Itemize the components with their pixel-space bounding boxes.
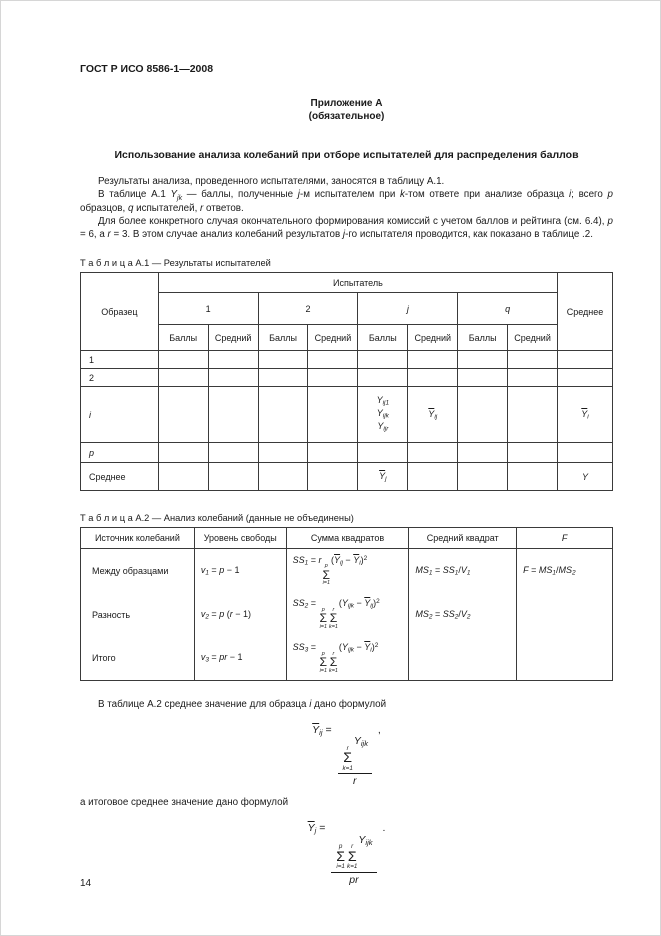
col-header-ss: Сумма квадратов — [286, 528, 409, 549]
empty-cell — [208, 351, 258, 369]
table-row — [81, 443, 613, 463]
source-label: Между образцами — [81, 549, 195, 593]
row-label-2: 2 — [81, 369, 159, 387]
source-label: Итого — [81, 637, 195, 681]
empty-cell — [408, 369, 458, 387]
empty-cell — [358, 443, 408, 463]
empty-cell — [358, 351, 408, 369]
paragraph-text: В таблице А.2 среднее значение для образца — [98, 699, 310, 710]
empty-cell — [517, 593, 613, 637]
paragraph-text: образцов, — [80, 203, 128, 215]
col-header-tester-group: Испытатель — [158, 273, 557, 293]
row-label-p: p — [81, 443, 159, 463]
mean-formula-sample — [80, 724, 613, 787]
subheader-avg: Средний — [208, 325, 258, 351]
empty-cell — [508, 351, 558, 369]
score-value: Yijr — [377, 420, 389, 433]
df-formula: v3 = pr − 1 — [194, 637, 286, 681]
formula: $\overline{Y}ij$ = r Σ k=1 Yijk r , — [312, 723, 381, 788]
var-Y: Y — [170, 189, 178, 201]
empty-cell — [508, 387, 558, 443]
table-results — [80, 272, 613, 491]
paragraph-text: -го испытателя проводится, как показано в таблице .2. — [345, 229, 593, 241]
header-row-1 — [81, 273, 613, 293]
var-p: p — [607, 189, 613, 201]
paragraph-2 — [80, 189, 613, 216]
paragraph-text: Результаты анализа, проведенного испытателями, заносятся в таблицу А.1. — [98, 176, 445, 188]
empty-cell — [517, 637, 613, 681]
table-anova — [80, 527, 613, 681]
f-formula: F = MS1/MS2 — [517, 549, 613, 593]
paragraph-text: = 6, а — [80, 229, 108, 241]
avg-cell-j: $\overline{Y}ij$ — [408, 387, 458, 443]
var-j: j — [342, 229, 346, 241]
empty-cell — [258, 369, 308, 387]
page-number: 14 — [80, 878, 92, 889]
table-row-mean — [81, 463, 613, 491]
paragraph-text: = 3. В этом случае анализ колебаний результатов — [110, 229, 343, 241]
empty-cell — [158, 351, 208, 369]
appendix-title: Приложение А — [310, 98, 383, 109]
empty-cell — [458, 443, 508, 463]
row-label-mean: Среднее — [81, 463, 159, 491]
empty-cell — [408, 351, 458, 369]
subheader-scores: Баллы — [258, 325, 308, 351]
empty-cell — [458, 369, 508, 387]
empty-cell — [308, 351, 358, 369]
page-content — [1, 1, 661, 886]
col-header-df: Уровень свободы — [194, 528, 286, 549]
empty-cell — [558, 443, 613, 463]
tester-q-header: q — [458, 293, 558, 325]
table-row — [81, 351, 613, 369]
var-i: i — [568, 189, 572, 201]
df-formula: v1 = p − 1 — [194, 549, 286, 593]
outro-sentence-2 — [80, 797, 613, 810]
paragraph-text: Для более конкретного случая окончательного формирования комиссий с учетом баллов и рейтинга (см. 6.4), — [98, 216, 608, 228]
col-header-mean: Среднее — [558, 273, 613, 351]
subheader-avg: Средний — [508, 325, 558, 351]
empty-cell — [258, 351, 308, 369]
empty-cell — [258, 443, 308, 463]
empty-cell — [158, 463, 208, 491]
var-r: r — [107, 229, 111, 241]
ss-formula: SS1 = r p Σ i=1 $(\overline{Y}ij - \overline{Y}i)^2$ — [286, 549, 409, 593]
header-row-3 — [81, 325, 613, 351]
score-value: Yij1 — [376, 395, 390, 408]
header-row-2 — [81, 293, 613, 325]
var-j: j — [297, 189, 300, 201]
scores-cell-j — [358, 387, 408, 443]
empty-cell — [508, 443, 558, 463]
col-header-source: Источник колебаний — [81, 528, 195, 549]
empty-cell — [208, 443, 258, 463]
appendix-kind: (обязательное) — [308, 111, 385, 122]
subheader-avg: Средний — [408, 325, 458, 351]
col-header-f: F — [517, 528, 613, 549]
subheader-scores: Баллы — [158, 325, 208, 351]
empty-cell — [408, 443, 458, 463]
df-formula: v2 = p (r − 1) — [194, 593, 286, 637]
table2-caption: Т а б л и ц а А.2 — Анализ колебаний (данные не объединены) — [80, 513, 354, 523]
score-value: Yijk — [376, 408, 389, 420]
empty-cell — [258, 387, 308, 443]
ms-formula: MS2 = SS2/V2 — [409, 593, 517, 637]
anova-header-row — [81, 528, 613, 549]
anova-row-residual — [81, 593, 613, 637]
table1-caption: Т а б л и ц а А.1 — Результаты испытателей — [80, 258, 271, 268]
empty-cell — [308, 369, 358, 387]
var-q: q — [127, 203, 134, 215]
paragraph-text: — баллы, полученные — [182, 189, 298, 201]
var-sub-jk: jk — [177, 195, 183, 202]
paragraph-text: а итоговое среднее значение дано формулой — [80, 797, 289, 809]
empty-cell — [358, 369, 408, 387]
mean-cell-i: $\overline{Y}i$ — [558, 387, 613, 443]
anova-row-total — [81, 637, 613, 681]
grand-mean-cell: Y — [558, 463, 613, 491]
ss-formula: SS2 = p Σ i=1 r Σ k=1 (Yijk − $\overline{Y}ij)^2$ — [286, 593, 409, 637]
paragraph-1 — [80, 176, 613, 189]
mean-cell-j: $\overline{Y}j$ — [358, 463, 408, 491]
tester-1-header: 1 — [158, 293, 258, 325]
ms-formula: MS1 = SS1/V1 — [409, 549, 517, 593]
empty-cell — [258, 463, 308, 491]
empty-cell — [208, 369, 258, 387]
paragraph-text: испытателей, — [133, 203, 201, 215]
paragraph-text: ответов. — [203, 203, 244, 215]
empty-cell — [158, 369, 208, 387]
empty-cell — [158, 443, 208, 463]
var-r: r — [200, 203, 204, 215]
formula: $\overline{Y}j$ = p Σ i=1 r Σ k=1 Yijk pr . — [307, 822, 386, 886]
empty-cell — [558, 351, 613, 369]
paragraph-text: -м испытателем при — [299, 189, 400, 201]
subheader-scores: Баллы — [358, 325, 408, 351]
table-row — [81, 369, 613, 387]
tester-2-header: 2 — [258, 293, 358, 325]
col-header-ms: Средний квадрат — [409, 528, 517, 549]
empty-cell — [458, 387, 508, 443]
var-p: p — [607, 216, 613, 228]
empty-cell — [458, 351, 508, 369]
empty-cell — [308, 387, 358, 443]
source-label: Разность — [81, 593, 195, 637]
ss-formula: SS3 = p Σ i=1 r Σ k=1 (Yijk − $\overline{Y}i)^2$ — [286, 637, 409, 681]
paragraph-text: -том ответе при анализе образца — [404, 189, 569, 201]
subheader-scores: Баллы — [458, 325, 508, 351]
var-i: i — [309, 699, 312, 710]
section-title: Использование анализа колебаний при отборе испытателей для распределения баллов — [114, 149, 579, 161]
empty-cell — [308, 443, 358, 463]
standard-code: ГОСТ Р ИСО 8586-1—2008 — [80, 63, 214, 75]
empty-cell — [409, 637, 517, 681]
col-header-sample: Образец — [81, 273, 159, 351]
paragraph-text: дано формулой — [311, 699, 387, 710]
empty-cell — [408, 463, 458, 491]
paragraph-3 — [80, 216, 613, 242]
var-k: k — [400, 189, 405, 201]
empty-cell — [308, 463, 358, 491]
anova-row-between — [81, 549, 613, 593]
appendix-heading — [80, 97, 613, 123]
empty-cell — [558, 369, 613, 387]
tester-j-header: j — [358, 293, 458, 325]
empty-cell — [508, 369, 558, 387]
empty-cell — [458, 463, 508, 491]
table-row-i — [81, 387, 613, 443]
subheader-avg: Средний — [308, 325, 358, 351]
row-label-i: i — [81, 387, 159, 443]
empty-cell — [508, 463, 558, 491]
mean-formula-total — [80, 822, 613, 885]
empty-cell — [208, 463, 258, 491]
empty-cell — [158, 387, 208, 443]
paragraph-text: В таблице А.1 — [98, 189, 171, 201]
row-label-1: 1 — [81, 351, 159, 369]
empty-cell — [208, 387, 258, 443]
outro-sentence-1 — [80, 699, 613, 712]
paragraph-text: ; всего — [571, 189, 608, 201]
